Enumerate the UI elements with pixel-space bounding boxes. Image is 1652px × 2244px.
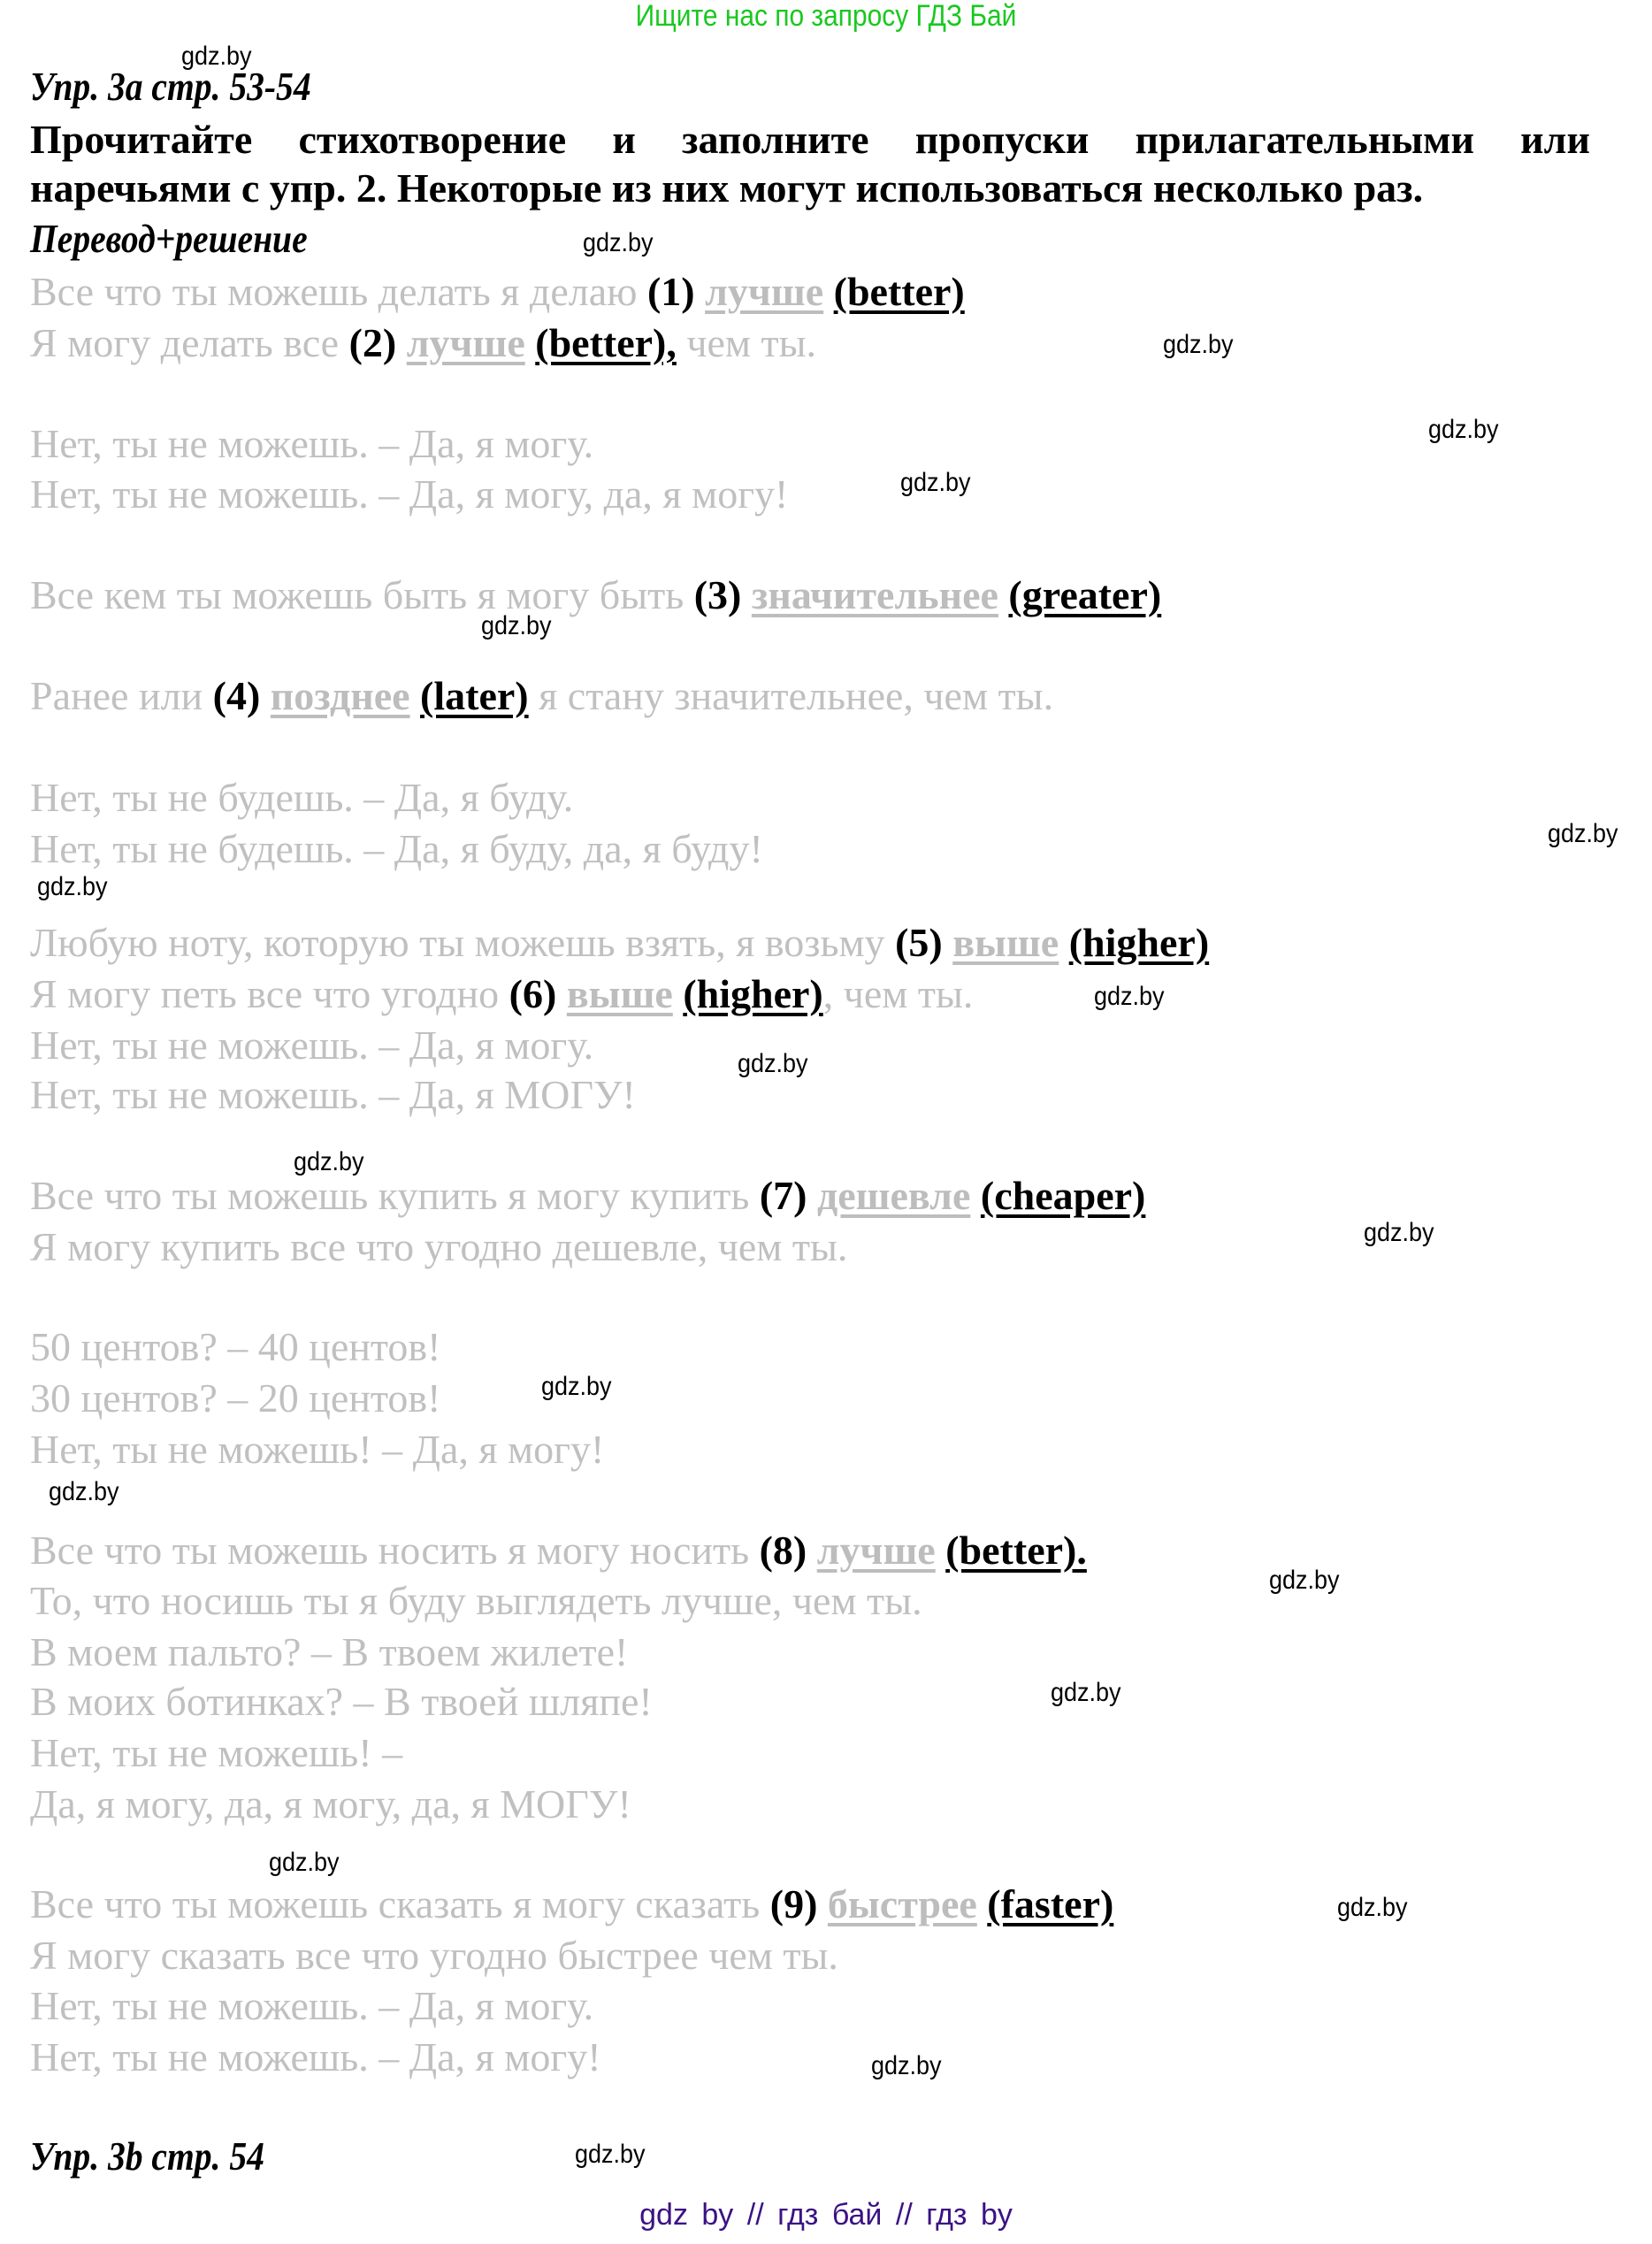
poem-line: Любую ноту, которую ты можешь взять, я возьму (5) выше (higher) xyxy=(30,920,1210,965)
watermark: gdz.by xyxy=(269,1848,340,1877)
answer-ru: дешевле xyxy=(816,1173,971,1218)
watermark: gdz.by xyxy=(1051,1678,1121,1707)
footer-links[interactable]: gdz by // гдз бай // гдз by xyxy=(639,2198,1013,2232)
next-exercise-title: Упр. 3b стр. 54 xyxy=(30,2133,264,2179)
watermark: gdz.by xyxy=(1364,1218,1434,1247)
gap-number: (4) xyxy=(212,673,261,718)
gap-number: (2) xyxy=(348,320,397,365)
watermark: gdz.by xyxy=(738,1049,808,1078)
instruction-line-1: Прочитайте стихотворение и заполните пропуски прилагательными или xyxy=(30,117,1590,162)
answer-ru: выше xyxy=(566,971,673,1016)
watermark: gdz.by xyxy=(871,2051,942,2080)
watermark: gdz.by xyxy=(1163,330,1234,359)
gap-number: (3) xyxy=(693,572,742,617)
watermark: gdz.by xyxy=(583,228,654,257)
watermark: gdz.by xyxy=(181,42,252,71)
watermark: gdz.by xyxy=(1428,415,1499,444)
poem-line: Нет, ты не можешь. – Да, я могу, да, я могу! xyxy=(30,471,789,517)
watermark: gdz.by xyxy=(575,2140,646,2169)
poem-line: В моем пальто? – В твоем жилете! xyxy=(30,1629,629,1674)
poem-line: Все что ты можешь купить я могу купить (7) дешевле (cheaper) xyxy=(30,1173,1146,1218)
poem-line: Нет, ты не можешь. – Да, я МОГУ! xyxy=(30,1072,636,1117)
poem-line: Нет, ты не можешь! – xyxy=(30,1730,403,1775)
poem-line: То, что носишь ты я буду выглядеть лучше, чем ты. xyxy=(30,1578,922,1623)
subtitle: Перевод+решение xyxy=(30,216,308,261)
watermark: gdz.by xyxy=(541,1372,612,1401)
exercise-title: Упр. 3а стр. 53-54 xyxy=(30,64,311,109)
instruction-line-2: наречьями с упр. 2. Некоторые из них могут использоваться несколько раз. xyxy=(30,165,1424,211)
answer-en: (cheaper) xyxy=(980,1173,1146,1218)
answer-ru: лучше xyxy=(705,269,824,314)
watermark: gdz.by xyxy=(900,468,971,497)
poem-line: Я могу купить все что угодно дешевле, чем ты. xyxy=(30,1224,848,1269)
poem-line: Нет, ты не можешь. – Да, я могу! xyxy=(30,2034,601,2079)
answer-ru: лучше xyxy=(406,320,525,365)
watermark: gdz.by xyxy=(1094,982,1165,1011)
watermark: gdz.by xyxy=(49,1477,119,1506)
watermark: gdz.by xyxy=(481,611,552,640)
poem-line: В моих ботинках? – В твоей шляпе! xyxy=(30,1679,653,1724)
gap-number: (9) xyxy=(769,1881,818,1926)
gap-number: (8) xyxy=(759,1528,807,1573)
poem-line: Я могу петь все что угодно (6) выше (higher), чем ты. xyxy=(30,971,974,1016)
answer-ru: значительнее xyxy=(751,572,998,617)
poem-line: Да, я могу, да, я могу, да, я МОГУ! xyxy=(30,1781,631,1827)
answer-en: (better), xyxy=(535,320,677,365)
watermark: gdz.by xyxy=(37,872,108,901)
poem-line: 50 центов? – 40 центов! xyxy=(30,1324,441,1369)
poem-line: Все что ты можешь сказать я могу сказать (9) быстрее (faster) xyxy=(30,1881,1114,1926)
poem-line: 30 центов? – 20 центов! xyxy=(30,1375,441,1421)
answer-en: (faster) xyxy=(987,1881,1114,1926)
poem-line: Нет, ты не можешь. – Да, я могу. xyxy=(30,421,594,466)
gap-number: (6) xyxy=(509,971,557,1016)
poem-line: Все кем ты можешь быть я могу быть (3) значительнее (greater) xyxy=(30,572,1162,617)
poem-line: Все что ты можешь делать я делаю (1) лучше (better) xyxy=(30,269,965,314)
watermark: gdz.by xyxy=(1548,819,1618,848)
gap-number: (5) xyxy=(895,920,943,965)
poem-line: Ранее или (4) позднее (later) я стану значительнее, чем ты. xyxy=(30,673,1054,718)
search-banner: Ищите нас по запросу ГДЗ Бай xyxy=(635,0,1017,33)
poem-line: Нет, ты не будешь. – Да, я буду. xyxy=(30,775,574,820)
watermark: gdz.by xyxy=(1337,1893,1408,1922)
answer-en: (better) xyxy=(833,269,965,314)
poem-line: Нет, ты не можешь! – Да, я могу! xyxy=(30,1427,605,1472)
answer-en: (better). xyxy=(945,1528,1087,1573)
gap-number: (1) xyxy=(646,269,695,314)
instruction xyxy=(30,115,1590,212)
gap-number: (7) xyxy=(759,1173,807,1218)
watermark: gdz.by xyxy=(1269,1566,1340,1595)
watermark: gdz.by xyxy=(294,1147,364,1176)
answer-ru: лучше xyxy=(816,1528,936,1573)
answer-ru: позднее xyxy=(270,673,410,718)
answer-ru: выше xyxy=(952,920,1059,965)
poem-line: Все что ты можешь носить я могу носить (8) лучше (better). xyxy=(30,1528,1087,1573)
answer-ru: быстрее xyxy=(827,1881,977,1926)
poem-line: Нет, ты не можешь. – Да, я могу. xyxy=(30,1983,594,2028)
poem-line: Нет, ты не будешь. – Да, я буду, да, я буду! xyxy=(30,826,763,871)
answer-en: (later) xyxy=(420,673,529,718)
answer-en: (higher) xyxy=(1068,920,1210,965)
poem-line: Я могу сказать все что угодно быстрее чем ты. xyxy=(30,1933,838,1978)
poem-line: Я могу делать все (2) лучше (better), чем ты. xyxy=(30,320,817,365)
answer-en: (greater) xyxy=(1008,572,1162,617)
answer-en: (higher) xyxy=(683,971,823,1016)
poem-line: Нет, ты не можешь. – Да, я могу. xyxy=(30,1022,594,1068)
